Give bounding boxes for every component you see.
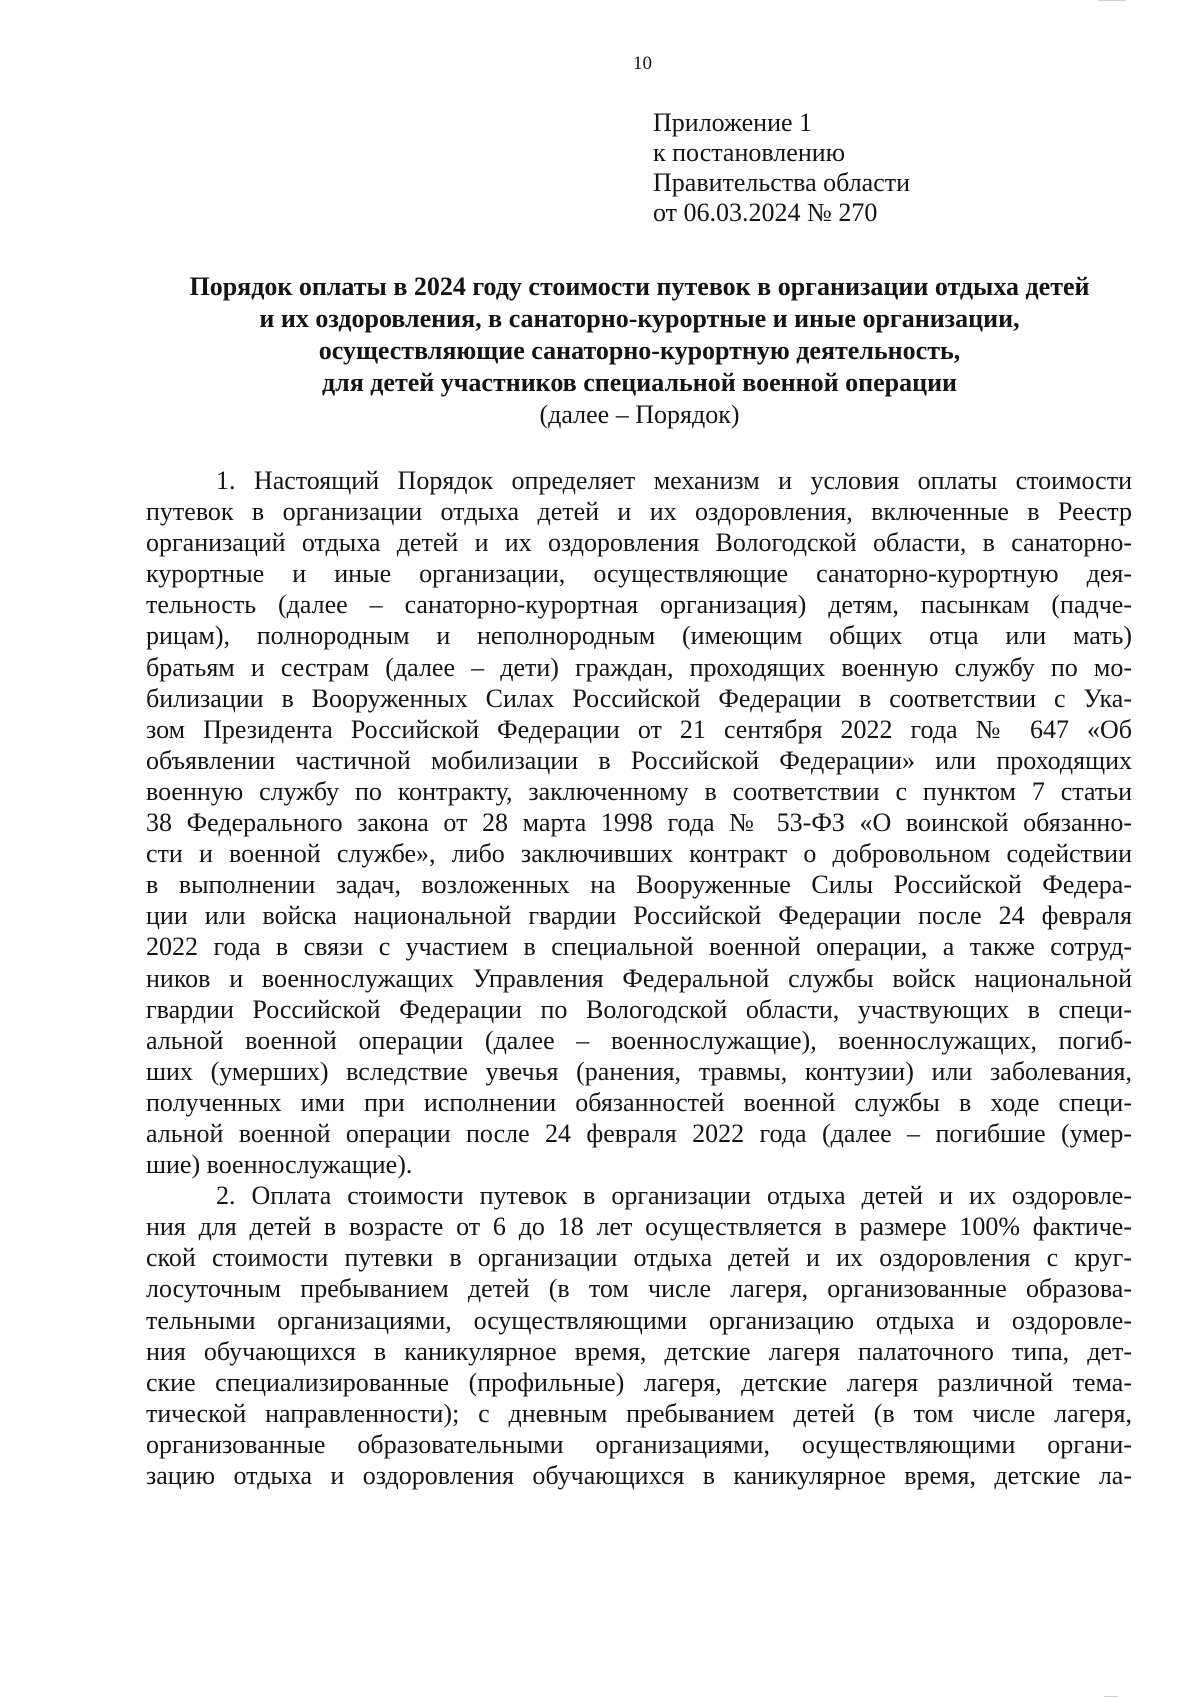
text-line: ции или войска национальной гвардии Российской Федерации после 24 февраля: [146, 901, 1132, 931]
appendix-block: [653, 108, 910, 228]
text-line: лосуточным пребыванием детей (в том числе лагеря, организованные образова-: [146, 1274, 1132, 1304]
page-number: 10: [633, 53, 652, 74]
text-line: рицам), полнородным и неполнородным (имеющим общих отца или мать): [146, 621, 1132, 651]
appendix-line: от 06.03.2024 № 270: [653, 198, 878, 227]
text-line: ские специализированные (профильные) лагеря, детские лагеря различной тема-: [146, 1367, 1132, 1397]
text-line: гвардии Российской Федерации по Вологодской области, участвующих в специ-: [146, 994, 1132, 1024]
scan-edge-mark-top: [1098, 0, 1126, 5]
text-line: шие) военнослужащие).: [146, 1150, 413, 1180]
appendix-line: Правительства области: [653, 168, 911, 197]
text-line: полученных ими при исполнении обязанностей военной службы в ходе специ-: [146, 1087, 1132, 1117]
text-line: организованные образовательными организациями, осуществляющими органи-: [146, 1429, 1132, 1459]
title-line: и их оздоровления, в санаторно-курортные и иные организации,: [259, 304, 1020, 333]
text-line: альной военной операции после 24 февраля 2022 года (далее – погибшие (умер-: [146, 1118, 1132, 1148]
title-subtitle: (далее – Порядок): [539, 400, 740, 429]
title-line: для детей участников специальной военной операции: [321, 368, 958, 397]
document-body: [146, 465, 1132, 1491]
text-line: организаций отдыха детей и их оздоровления Вологодской области, в санаторно-: [146, 528, 1132, 558]
text-line: братьям и сестрам (далее – дети) граждан, проходящих военную службу по мо-: [146, 652, 1132, 682]
text-line: 38 Федерального закона от 28 марта 1998 года № 53-ФЗ «О воинской обязанно-: [146, 808, 1132, 838]
text-line: тической направленности); с дневным пребыванием детей (в том числе лагеря,: [146, 1398, 1132, 1428]
text-line: курортные и иные организации, осуществляющие санаторно-курортную дея-: [146, 559, 1132, 589]
text-line: объявлении частичной мобилизации в Российской Федерации» или проходящих: [146, 745, 1132, 775]
text-line: 1. Настоящий Порядок определяет механизм и условия оплаты стоимости: [216, 466, 1132, 495]
text-line: зом Президента Российской Федерации от 21 сентября 2022 года № 647 «Об: [146, 714, 1132, 744]
text-line: 2. Оплата стоимости путевок в организации отдыха детей и их оздоровле-: [216, 1181, 1132, 1211]
text-line: ших (умерших) вследствие увечья (ранения, травмы, контузии) или заболевания,: [146, 1056, 1132, 1086]
scan-edge-mark-bottom: [1104, 1692, 1118, 1697]
text-line: тельность (далее – санаторно-курортная организация) детям, пасынкам (падче-: [146, 590, 1132, 620]
text-line: альной военной операции (далее – военнослужащие), военнослужащих, погиб-: [146, 1025, 1132, 1055]
text-line: военную службу по контракту, заключенному в соответствии с пунктом 7 статьи: [146, 776, 1132, 806]
text-line: тельными организациями, осуществляющими организацию отдыха и оздоровле-: [146, 1305, 1132, 1335]
appendix-line: Приложение 1: [653, 108, 813, 137]
text-line: сти и военной службе», либо заключивших контракт о добровольном содействии: [146, 839, 1132, 869]
text-line: билизации в Вооруженных Силах Российской Федерации в соответствии с Ука-: [146, 683, 1132, 713]
text-line: ников и военнослужащих Управления Федеральной службы войск национальной: [146, 963, 1132, 993]
text-line: ния обучающихся в каникулярное время, детские лагеря палаточного типа, дет-: [146, 1336, 1132, 1366]
title-line: Порядок оплаты в 2024 году стоимости путевок в организации отдыха детей: [189, 272, 1090, 301]
paragraph-2: [146, 1180, 1132, 1491]
text-line: в выполнении задач, возложенных на Вооруженные Силы Российской Федера-: [146, 870, 1132, 900]
text-line: 2022 года в связи с участием в специальной военной операции, а также сотруд-: [146, 932, 1132, 962]
text-line: ской стоимости путевки в организации отдыха детей и их оздоровления с круг-: [146, 1243, 1132, 1273]
paragraph-1: [146, 465, 1132, 1180]
title-line: осуществляющие санаторно-курортную деятельность,: [318, 336, 961, 365]
appendix-line: к постановлению: [653, 138, 846, 167]
text-line: ния для детей в возрасте от 6 до 18 лет осуществляется в размере 100% фактиче-: [146, 1212, 1132, 1242]
text-line: зацию отдыха и оздоровления обучающихся в каникулярное время, детские ла-: [146, 1461, 1132, 1490]
document-title: [140, 271, 1139, 431]
text-line: путевок в организации отдыха детей и их оздоровления, включенные в Реестр: [146, 497, 1132, 527]
